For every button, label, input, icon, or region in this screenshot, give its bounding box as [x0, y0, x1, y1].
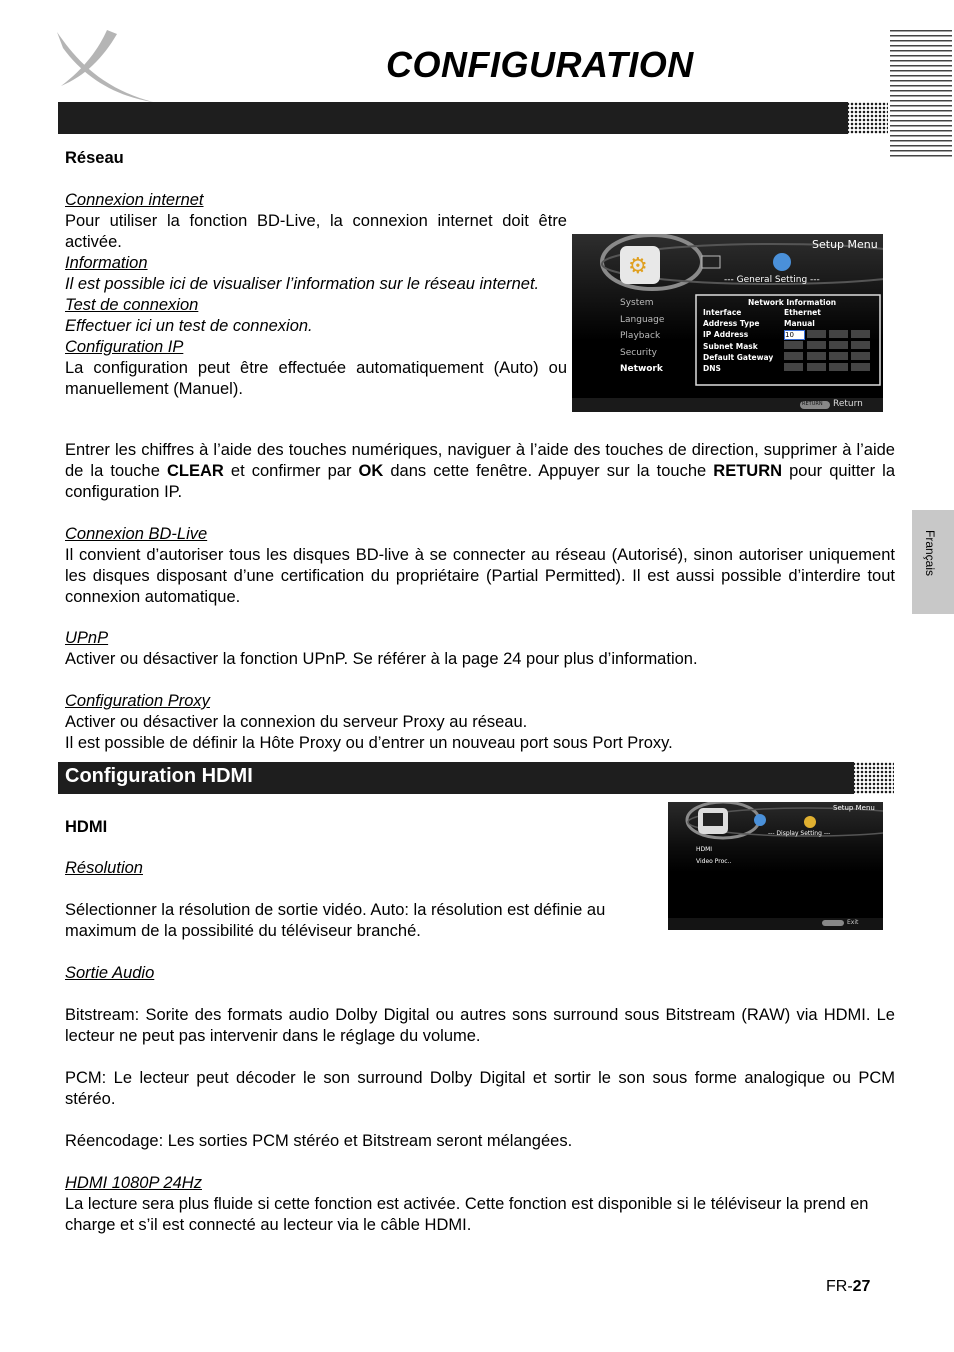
- page-title: CONFIGURATION: [386, 44, 694, 85]
- shot1-menu-language: Language: [620, 314, 665, 325]
- resolution-block: [65, 858, 665, 942]
- shot1-return-button: RETURN: [802, 401, 823, 407]
- shot1-label-gateway: Default Gateway: [703, 352, 774, 362]
- subtitle-information: Information: [65, 254, 148, 272]
- proxy-block: [65, 691, 895, 754]
- shot1-menu-list: [620, 295, 664, 378]
- shot1-values: [784, 307, 821, 329]
- subtitle-config-ip: Configuration IP: [65, 338, 184, 356]
- shot2-menu-hdmi: HDMI: [696, 846, 713, 853]
- title-bar-dots: [846, 102, 888, 134]
- text-entrer-chiffres: Entrer les chiffres à l’aide des touches numériques, naviguer à l’aide des touches de direction, supprimer à l’aide de la touche CLEAR et confirmer par OK dans cette fenêtre. Appuyer sur la touche RETURN pour quitter la configuration IP.: [65, 441, 895, 501]
- shot1-labels: [703, 307, 773, 374]
- corner-stripes: [890, 30, 952, 158]
- subtitle-sortie-audio: Sortie Audio: [65, 964, 155, 982]
- subtitle-upnp: UPnP: [65, 629, 109, 647]
- shot1-label-ip: IP Address: [703, 330, 749, 340]
- text-hdmi-1080p: La lecture sera plus fluide si cette fonction est activée. Cette fonction est disponible si le téléviseur la prend en charge et s’il est connecté au lecteur via le câble HDMI.: [65, 1195, 869, 1234]
- display-setup-screenshot: [668, 802, 883, 930]
- text-pcm: PCM: Le lecteur peut décoder le son surround Dolby Digital et sortir le son sous forme analogique ou PCM stéréo.: [65, 1069, 895, 1108]
- page-number: FR-27: [826, 1278, 871, 1295]
- subtitle-resolution: Résolution: [65, 859, 143, 877]
- text-proxy-2: Il est possible de définir la Hôte Proxy ou d’entrer un nouveau port sous Port Proxy.: [65, 734, 673, 752]
- section-bar-hdmi: [58, 762, 854, 794]
- text-connexion-internet: Pour utiliser la fonction BD-Live, la connexion internet doit être activée.: [65, 212, 567, 251]
- language-tab: [912, 510, 954, 614]
- reseau-intro-block: [65, 190, 567, 400]
- subtitle-proxy: Configuration Proxy: [65, 692, 210, 710]
- shot1-ip-field-1: 10: [784, 330, 805, 340]
- title-bar: [58, 102, 848, 134]
- text-resolution: Sélectionner la résolution de sortie vidéo. Auto: la résolution est définie au maximum de la possibilité du téléviseur branché.: [65, 901, 606, 940]
- text-test-connexion: Effectuer ici un test de connexion.: [65, 317, 313, 335]
- text-bdlive: Il convient d’autoriser tous les disques BD-live à se connecter au réseau (Autorisé), sinon autoriser uniquement les disques disposant d’une certification du propriétaire (Partial Permitted). Il est aussi possible d’interdire tout connexion automatique.: [65, 546, 895, 606]
- shot1-value-interface: Ethernet: [784, 308, 821, 317]
- brand-logo: [55, 28, 155, 104]
- hdmi-bar-dots: [852, 762, 894, 794]
- text-bitstream: Bitstream: Sorite des formats audio Dolby Digital ou autres sons surround sous Bitstream (RAW) via HDMI. Le lecteur ne peut pas intervenir dans le réglage du volume.: [65, 1006, 895, 1045]
- shot1-label-subnet: Subnet Mask: [703, 341, 758, 351]
- text-reencodage: Réencodage: Les sorties PCM stéréo et Bitstream seront mélangées.: [65, 1132, 573, 1150]
- shot1-menu-playback: Playback: [620, 331, 661, 341]
- shot2-menu-video: Video Proc..: [696, 858, 732, 865]
- shot1-label-interface: Interface: [703, 308, 742, 317]
- shot1-menu-network: Network: [620, 364, 663, 374]
- bdlive-block: [65, 524, 895, 608]
- section-heading-reseau: Réseau: [65, 149, 124, 167]
- gear-icon: ⚙: [628, 254, 648, 279]
- shot1-label-dns: DNS: [703, 364, 721, 374]
- shot2-menu-list: [696, 844, 731, 868]
- text-upnp: Activer ou désactiver la fonction UPnP. Se référer à la page 24 pour plus d’information.: [65, 650, 698, 668]
- shot1-label-address-type: Address Type: [703, 319, 760, 329]
- shot2-setup-menu: Setup Menu: [833, 804, 875, 812]
- subtitle-bdlive: Connexion BD-Live: [65, 525, 208, 543]
- text-proxy-1: Activer ou désactiver la connexion du serveur Proxy au réseau.: [65, 713, 528, 731]
- shot2-section-title: --- Display Setting ---: [768, 830, 831, 837]
- subtitle-connexion-internet: Connexion internet: [65, 191, 204, 209]
- shot2-exit-label: Exit: [847, 919, 859, 926]
- shot1-setup-menu: Setup Menu: [812, 238, 878, 251]
- subtitle-test-connexion: Test de connexion: [65, 296, 199, 314]
- section-bar-hdmi-title: Configuration HDMI: [65, 765, 253, 787]
- network-setup-screenshot: [572, 234, 883, 412]
- shot1-return-label: Return: [833, 399, 863, 409]
- upnp-block: [65, 628, 895, 670]
- section-heading-hdmi: HDMI: [65, 818, 108, 836]
- sortie-audio-block: [65, 963, 895, 1236]
- shot1-ip-grid: [784, 330, 870, 380]
- subtitle-hdmi-1080p: HDMI 1080P 24Hz: [65, 1174, 202, 1192]
- text-information: Il est possible ici de visualiser l’information sur le réseau internet.: [65, 275, 540, 293]
- shot1-menu-system: System: [620, 298, 654, 308]
- text-config-ip: La configuration peut être effectuée automatiquement (Auto) ou manuellement (Manuel).: [65, 359, 567, 398]
- shot1-section-title: --- General Setting ---: [724, 275, 820, 285]
- language-tab-label: Français: [923, 530, 937, 577]
- shot1-menu-security: Security: [620, 347, 657, 358]
- shot1-panel-title: Network Information: [748, 298, 837, 307]
- shot1-value-address-type: Manual: [784, 319, 815, 329]
